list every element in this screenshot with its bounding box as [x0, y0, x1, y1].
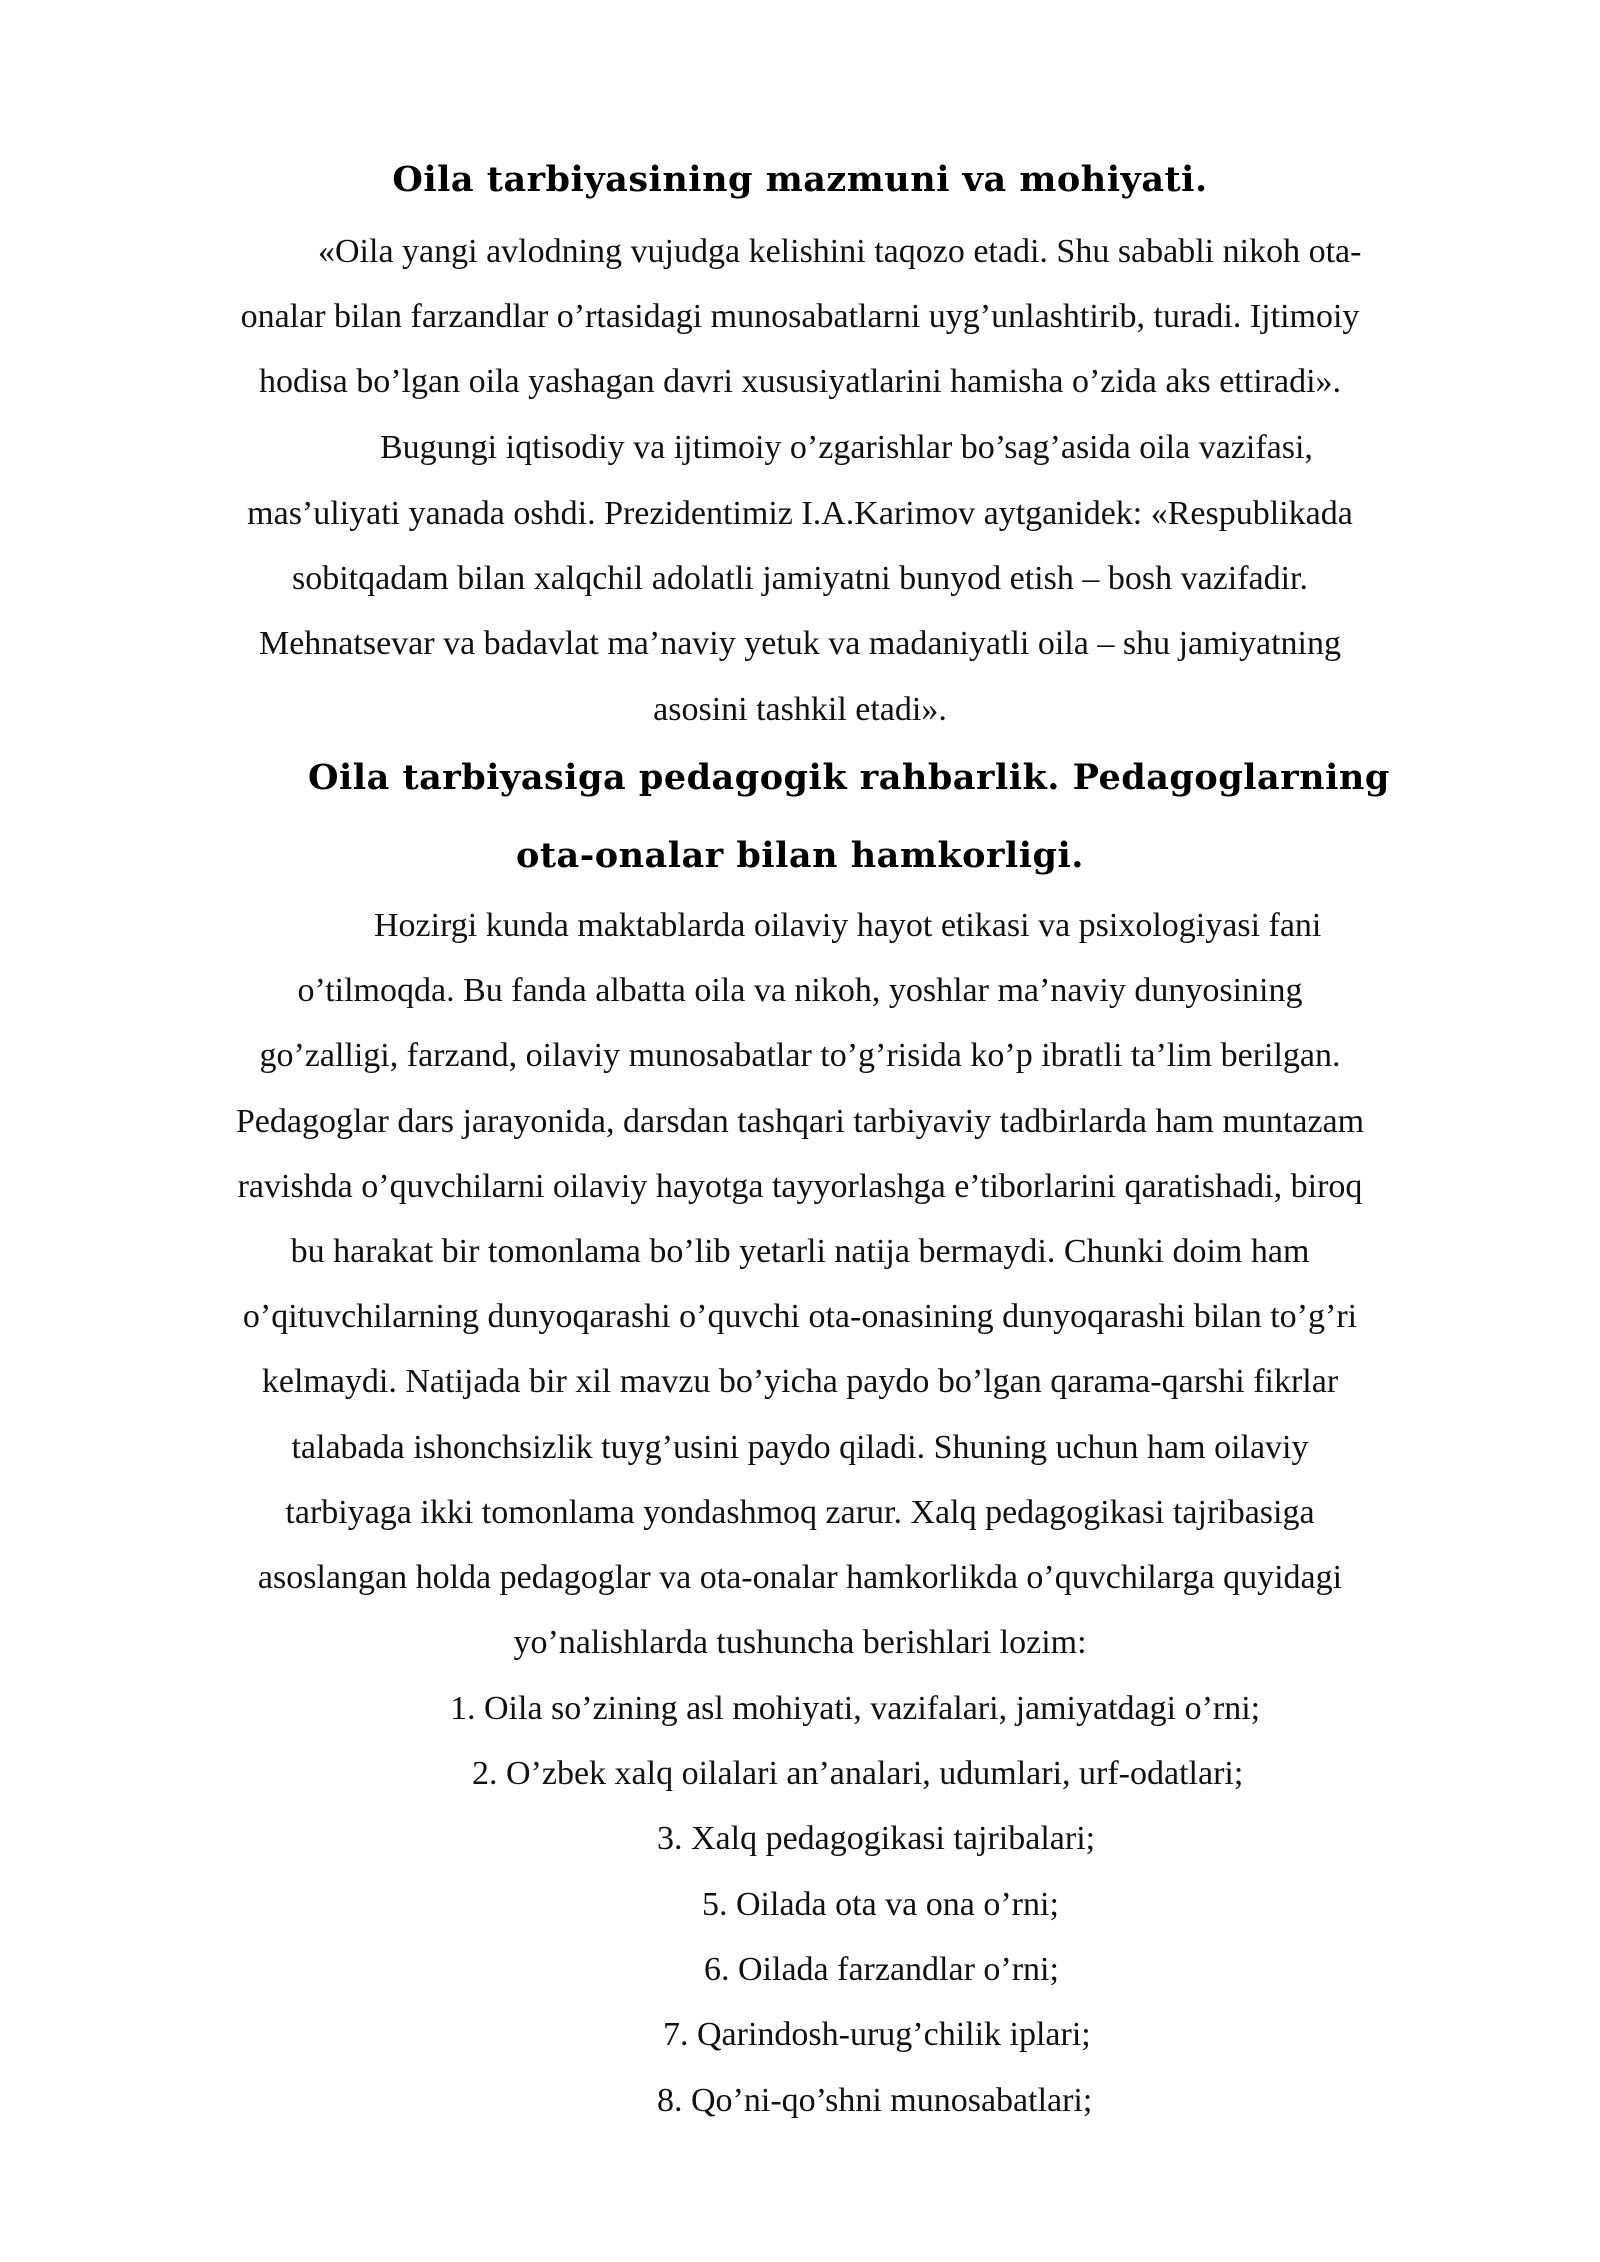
para3-line-10: tarbiyaga ikki tomonlama yondashmoq zarur. Xalq pedagogikasi tajribasiga — [285, 1494, 1315, 1531]
intro-line-2: onalar bilan farzandlar o’rtasidagi munosabatlarni uyg’unlashtirib, turadi. Ijtimoiy — [240, 298, 1360, 335]
para2-line-4: Mehnatsevar va badavlat ma’naviy yetuk va madaniyatli oila – shu jamiyatning — [258, 625, 1341, 662]
para2-line-2: mas’uliyati yanada oshdi. Prezidentimiz I.A.Karimov aytganidek: «Respublikada — [247, 495, 1353, 532]
list-item: 8. Qo’ni-qo’shni munosabatlari; — [657, 2082, 1093, 2119]
para2-line-5: asosini tashkil etadi». — [653, 691, 947, 728]
section-heading-collaboration-2: ota-onalar bilan hamkorligi. — [516, 835, 1084, 876]
list-item: 2. O’zbek xalq oilalari an’analari, udumlari, urf-odatlari; — [472, 1755, 1244, 1792]
section-heading-content: Oila tarbiyasining mazmuni va mohiyati. — [392, 159, 1208, 200]
para3-line-12: yo’nalishlarda tushuncha berishlari lozim: — [513, 1624, 1087, 1661]
para3-line-9: talabada ishonchsizlik tuyg’usini paydo qiladi. Shuning uchun ham oilaviy — [291, 1429, 1309, 1466]
para3-line-1: Hozirgi kunda maktablarda oilaviy hayot etikasi va psixologiyasi fani — [374, 907, 1322, 944]
para3-line-5: ravishda o’quvchilarni oilaviy hayotga tayyorlashga e’tiborlarini qaratishadi, biroq — [237, 1168, 1363, 1205]
para3-line-2: o’tilmoqda. Bu fanda albatta oila va nikoh, yoshlar ma’naviy dunyosining — [297, 972, 1303, 1009]
intro-line-1: «Oila yangi avlodning vujudga kelishini taqozo etadi. Shu sababli nikoh ota- — [318, 233, 1362, 270]
list-item: 5. Oilada ota va ona o’rni; — [702, 1886, 1059, 1923]
para3-line-11: asoslangan holda pedagoglar va ota-onalar hamkorlikda o’quvchilarga quyidagi — [257, 1559, 1343, 1596]
intro-line-3: hodisa bo’lgan oila yashagan davri xususiyatlarini hamisha o’zida aks ettiradi». — [258, 363, 1342, 400]
section-heading-collaboration-1: Oila tarbiyasiga pedagogik rahbarlik. Pedagoglarning — [308, 757, 1390, 798]
para2-line-1: Bugungi iqtisodiy va ijtimoiy o’zgarishlar bo’sag’asida oila vazifasi, — [380, 429, 1313, 466]
list-item: 3. Xalq pedagogikasi tajribalari; — [657, 1820, 1096, 1857]
para3-line-4: Pedagoglar dars jarayonida, darsdan tashqari tarbiyaviy tadbirlarda ham muntazam — [235, 1103, 1365, 1140]
list-item: 1. Oila so’zining asl mohiyati, vazifalari, jamiyatdagi o’rni; — [450, 1690, 1261, 1727]
list-item: 7. Qarindosh-urug’chilik iplari; — [663, 2016, 1091, 2053]
para3-line-7: o’qituvchilarning dunyoqarashi o’quvchi ota-onasining dunyoqarashi bilan to’g’ri — [242, 1298, 1358, 1335]
para2-line-3: sobitqadam bilan xalqchil adolatli jamiyatni bunyod etish – bosh vazifadir. — [291, 560, 1308, 597]
list-item: 6. Oilada farzandlar o’rni; — [704, 1951, 1059, 1988]
para3-line-8: kelmaydi. Natijada bir xil mavzu bo’yicha paydo bo’lgan qarama-qarshi fikrlar — [261, 1363, 1339, 1400]
para3-line-6: bu harakat bir tomonlama bo’lib yetarli natija bermaydi. Chunki doim ham — [290, 1233, 1310, 1270]
para3-line-3: go’zalligi, farzand, oilaviy munosabatlar to’g’risida ko’p ibratli ta’lim berilgan. — [259, 1037, 1341, 1074]
